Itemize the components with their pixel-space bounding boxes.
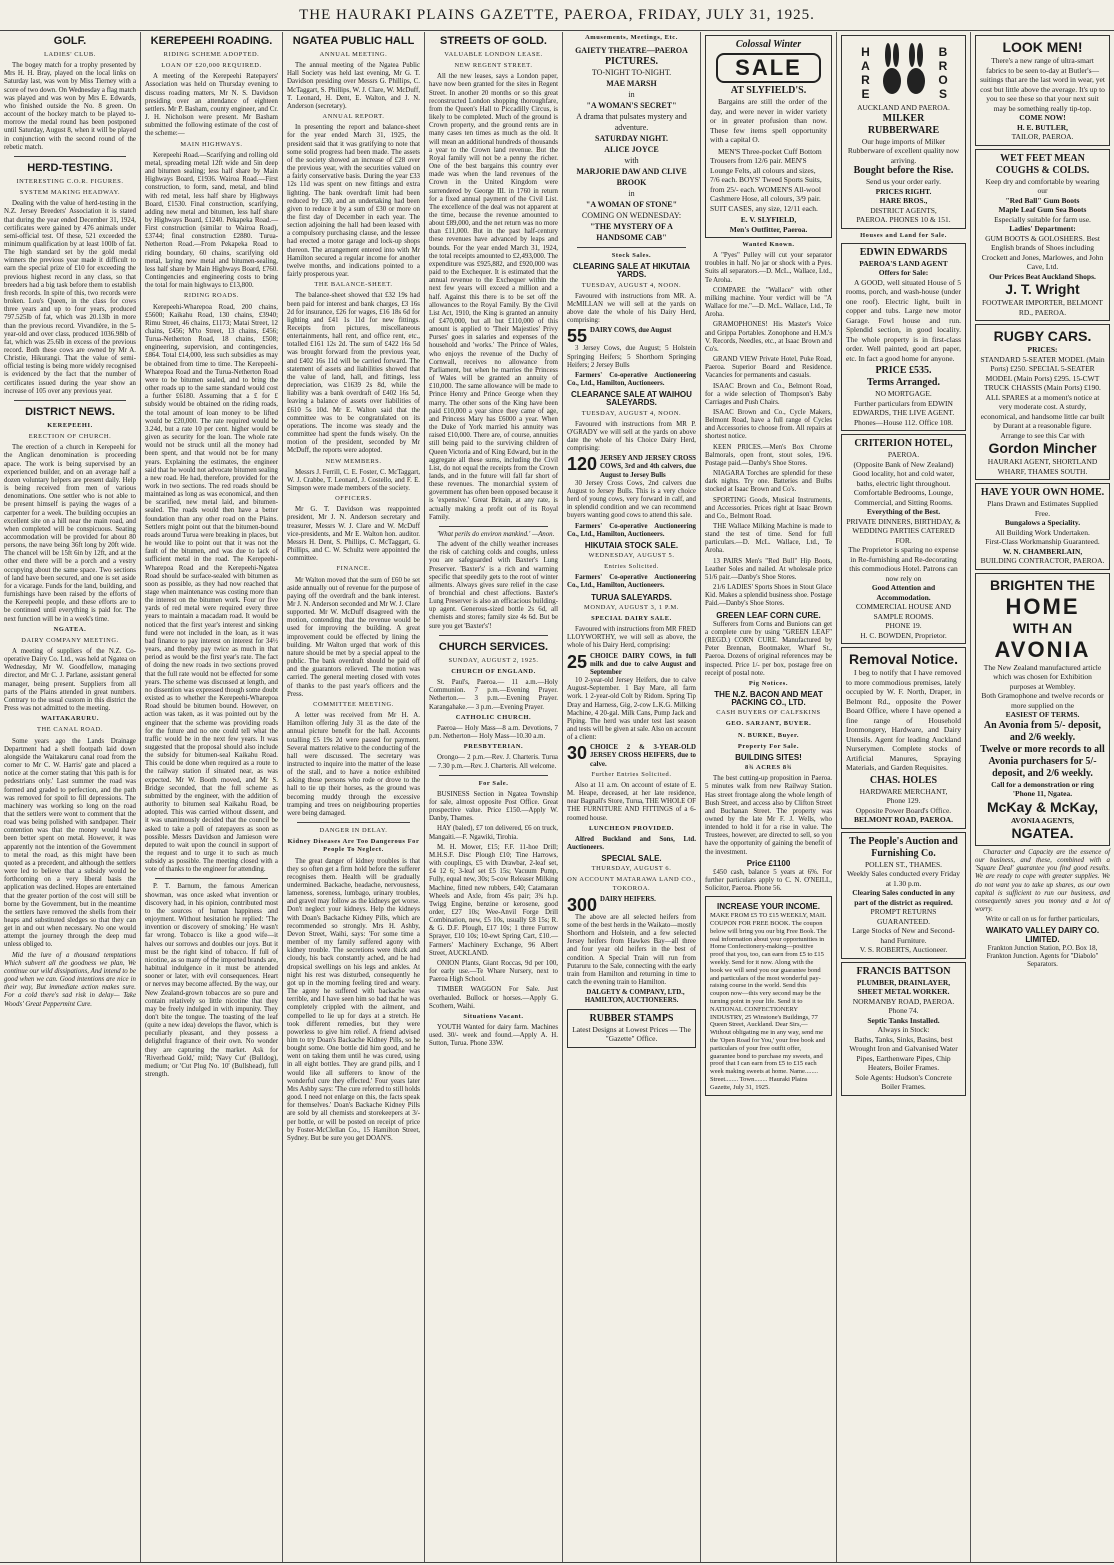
wanted-ad: A "Pyes" Pulley will cut your separator troubles in half. No jar or shock with a Pyes. Suits all separators.—D. McL., Wallace, Ltd., Te Aroha.	[705, 252, 832, 284]
hare-logo	[846, 41, 961, 101]
golf-subheading: LADIES' CLUB.	[44, 51, 96, 58]
roading-intro: A meeting of the Kerepeehi Ratepayers' Association was held on Thursday evening to discuss roading matters, Mr N. S. Davidson presiding over an attendance of eighteen settlers. Mr P. Basham, county engineer, and Cr. J. H. Nicholson were present. Mr Basham submitted the following estimate of the cost of the scheme:—	[145, 73, 278, 138]
lot-text: JERSEY AND JERSEY CROSS COWS, 3rd and 4th calvers, due August to Jersey Bulls	[600, 455, 696, 479]
classified-ad: ONION Plants, Giant Roccas, 9d per 100, for early use.—Te Whare Nursery, next to Paeroa High School.	[429, 959, 558, 984]
milker-title: MILKER RUBBERWARE	[867, 112, 940, 136]
auctioneer: DALGETY & COMPANY, LTD., HAMILTON, AUCTIONEERS.	[584, 989, 685, 1005]
roading-subheading: RIDING SCHEME ADOPTED.	[163, 51, 260, 58]
church-subheading: ERECTION OF CHURCH.	[28, 433, 112, 441]
sale-text: 10 2-year-old Jersey Heifers, due to calve August-September. 1 Bay Mare, all farm work. 1 2-year-old Colt by Ridom. Spring Tip Dray and Harness, Gig, 2-cow L.K.G. Milking Machine, 4 20-gal. Milk Cans, Pump Jack and Piping. The herd was under test last season and tests will be given at sale. Also on account of a client:	[567, 677, 696, 742]
wanted-ad: KEEN PRICES.—Men's Box Chrome Balmorals, open front, stout soles, 19/6. Postage paid.—Danby's Shoe Stores.	[705, 443, 832, 467]
auction-advert	[841, 832, 966, 959]
district-news-heading: DISTRICT NEWS.	[25, 405, 115, 418]
deposit-label: An Avonia from 5/- deposit, and 2/6 weekly.	[983, 719, 1102, 743]
sale-text: Favoured with instructions from MR P. O'GRADY we will sell at the yards on above date the whole of his Choice Dairy Herd, comprising:	[567, 420, 696, 453]
criterion-bowden: H. C. BOWDEN, Proprietor.	[860, 630, 947, 640]
coe-times: St. Paul's, Paeroa.— 11 a.m.—Holy Communion. 7 p.m.—Evening Prayer. Netherton.— 3 p.m.—Evening Prayer. Karangahake.— 3 p.m.—Evening Prayer.	[429, 679, 558, 711]
sale-list: 3 Jersey Cows, due August; 5 Holstein Springing Heifers; 5 Shorthorn Springing Heifers; 2 Jersey Bulls	[567, 345, 696, 369]
column-3	[282, 32, 424, 1562]
battson-address: NORMANBY ROAD, PAEROA.	[852, 996, 955, 1006]
baxters-advert: The advent of the chilly weather increases the risk of catching colds and coughs, unless you are safeguarded with Baxter's Lung Preserver. 'Baxter's' is a rich and warming specific that speedily gets to the root of winter ailments. Always gives sure relief in the case of bronchial and chest affections. Baxter's Lung Preserver is also an efficacious building-up agent. Generous-sized bottle 2s 6d, all chemists and stores; family size 4s 6d. But be sure you get 'Baxter's'!	[429, 541, 558, 630]
prices-right: PRICES RIGHT.	[875, 186, 932, 196]
classified-ad: TIMBER WAGGON For Sale. Just overhauled. Bullock or horses.—Apply G. Scothern, Waihi.	[429, 986, 558, 1010]
slyfield-items: MEN'S Three-pocket Cuff Bottom Trousers from 12/6 pair. MEN'S Lounge Felts, all colours and sizes, 7/6 each. BOYS' Tweed Sports Suits, from 25/- each. WOMEN'S All-wool Cashmere Hose, all colours, 3/9 pair. SUIT CASES, any size, 12/11 each.	[710, 146, 822, 213]
avonia-agents: AVONIA AGENTS,	[1010, 815, 1075, 825]
church-date: SUNDAY, AUGUST 2, 1925.	[448, 656, 539, 664]
canal-subheading: THE CANAL ROAD.	[36, 726, 104, 734]
golf-heading: GOLF.	[53, 35, 87, 47]
criterion-best: Everything of the Best.	[866, 507, 941, 517]
rugby-advert	[975, 324, 1110, 480]
price-text: £450 cash, balance 5 years at 6%. For further particulars apply to C. N. O'NEILL, Solicitor, Paeroa. Phone 56.	[705, 868, 832, 893]
criterion-attention: Good Attention and Accommodation.	[871, 583, 936, 602]
members-subheading: NEW MEMBERS.	[325, 457, 382, 465]
wright-name: J. T. Wright	[1005, 281, 1080, 297]
sale-title: TURUA SALEYARDS.	[591, 592, 672, 602]
lot-text: DAIRY HEIFERS.	[600, 895, 656, 903]
divider	[439, 635, 548, 636]
criterion-text: Good locality, hot and cold water, baths, electric light throughout. Comfortable Bedrooms, Lounge, Commercial, and Sitting Rooms.	[852, 469, 955, 507]
coming-label: COMING ON WEDNESDAY:	[581, 211, 682, 221]
avonia-advert	[975, 573, 1110, 847]
sale-lot	[567, 327, 696, 345]
wanted-ad: GRAND VIEW Private Hotel, Puke Road, Paeroa. Superior Board and Residence. Vacancies for permanents and casuals.	[705, 356, 832, 380]
battson-advert	[841, 962, 966, 1096]
prices-label: PRICES:	[1027, 345, 1058, 354]
column-7	[836, 32, 970, 1562]
rugby-title: RUGBY CARS.	[993, 328, 1092, 344]
kidney-heading: Kidney Diseases Are Too Dangerous For People To Neglect.	[287, 838, 420, 854]
auctioneer: Alfred Buckland and Sons, Ltd. Auctioneers.	[567, 835, 696, 851]
report-subheading: ANNUAL REPORT.	[322, 113, 385, 121]
column-4	[424, 32, 562, 1562]
page-columns	[0, 32, 1114, 1562]
officers-text: Mr G. T. Davidson was reappointed president, Mr J. N. Anderson secretary and treasurer, Messrs W. J. Clare and W. McDuff vice-presidents, and Mr E. Walton hon. auditor. Messrs H. Dent, S. Phillips, C. McTaggart, G. Phillips, and C. W. Schultz were appointed the committee.	[287, 506, 420, 563]
streets-heading: STREETS OF GOLD.	[440, 35, 547, 47]
herd-article: Dealing with the value of herd-testing in the N.Z. Jersey Breeders' Association it is stated that during the year ended December 31, 1924, certificates were gained by 476 animals under semi-official test. Of these, 521 exceeded the minimum qualification by at least 100lb of fat. The high standard set by the gold medal winners the previous year made it difficult to earn the special prize of £10 for exceeding the previous highest record in any class, so that breeders had a big task before them to establish fresh records. In spite of this, two records were broken. Lou's Queen, in the class for cows three years and up to four years, produced 797.525lb of fat, which was 20.13lb in more than the previous record. Vivandière, in the 5-year-old and over class, produced 1036.98lb of fat, which was 25.6lb in excess of the previous record. Both these cows are owned by Mr A. Christie, Hikurangi. That the value of semi-official testing is being more widely recognised is evidenced by the fact that the number of certificates issued during the year show an increase of 105 over any previous year.	[4, 200, 136, 395]
home-label: HOME	[1005, 593, 1080, 619]
report-text: In presenting the report and balance-sheet for the year ended March 31, 1925, the president said that it was gratifying to note that some solid progress had been made. The assets of the society showed an increase of £28 over the previous year, with the securities valued on a fairly conservative basis. During the year £33 12s 11d was spent on new fittings and extra lighting. The bank overdraft limit had been reduced by £30, and an undertaking had been given to reduce it by a sum of £30 or more on the first day of December in each year. The section adjoining the hall had been leased with a compulsory purchasing clause, and the lessee had erected a motor garage and lock-up shops thereon. The arrangement entered into with Mr Hamilton secured a regular income for another twelve months, and indications pointed to a fairly prosperous year.	[287, 124, 420, 279]
film-description: A drama that pulsates mystery and adventure.	[576, 112, 687, 133]
church-article: The erection of a church in Kerepeehi for the Anglican denomination is proceeding apace. The work is being supervised by an experienced builder, and on an average half a dozen voluntary helpers are present daily. Help is being received from men of various denominations. One settler who is not able to be present himself is paying the wages of a carpenter for a week. The building occupies an excellent site on a hill near the main road, and when completed will be conspicuous. Seating accommodation will be provided for about 80 persons, the nave being 36ft long by 20ft wide. The chancel will be 15ft 6in by 12ft, and at the other end there will be a porch and a vestry occupying about the same space. Two sections of land have been secured, and one is set aside for a vicarage. Funds for the land, building, and furnishings have been raised by the efforts of the Kerepeehi people, and these efforts are to be continued until everything is paid for. The next function will be in a week's time.	[4, 444, 136, 623]
arrange-label: Arrange to see this Car with	[1000, 430, 1085, 440]
call-label: Call for a demonstration or ring 'Phone 11, Ngatea.	[991, 779, 1094, 798]
farm-use: Especially suitable for farm use.	[994, 214, 1091, 224]
income-title: INCREASE YOUR INCOME.	[717, 902, 820, 912]
kerepeehi-subheading: KEREPEEHI.	[47, 421, 93, 429]
lot-number: 55	[567, 326, 588, 347]
sale-date: WEDNESDAY, AUGUST 5.	[588, 552, 675, 559]
twelve-records: Twelve or more records to all Avonia purchasers for 5/- deposit, and 2/6 weekly.	[980, 743, 1105, 779]
sale-text: Favoured with instructions from MR FRED LLOYWORTHY, we will sell as above, the whole of his Dairy Herd, comprising:	[567, 626, 696, 650]
come-now-label: COME NOW!	[1019, 113, 1066, 122]
canal-article: Some years ago the Lands Drainage Department had a shell footpath laid down alongside the Waitakaruru canal road from the corner to Mr C. W. Harris' gate and placed a notice at the corner stating that 'this path is for pedestrians only.' Last summer the road was formed and graded to perfection, and the path was removed for spoil to fill depressions. The machinery was working so long on the road that the settlers were wont to comment that the road was being polished with sandpaper. Their contention was that the money would have been better spent on metal. However, it was apparently not the intention of the Government to metal the road, as this might have been quoted as a precedent, and although the settlers were led to believe that a subsidy would be forthcoming on a very liberal basis the application was declined. Hopes are entertained that the greater portion of the cost will still be borne by the Government, but in the meantime the settlers have removed the shells from their heaps and substituted sledges so that they can get in and out when necessary. No one would attempt the journey through the deep mud unless obliged to.	[4, 737, 136, 949]
lot-text: CHOICE DAIRY COWS, in full milk and due to calve August and September	[590, 652, 696, 676]
order-label: Send us your order early.	[865, 177, 942, 186]
in-label: in	[628, 90, 635, 100]
sale-text: 30 Jersey Cross Cows, 2nd calvers due August to Jersey Bulls. This is a very choice herd of young cows, very forward in calf, and in splendid condition and we can recommend buyers wanting good cows to attend this sale.	[567, 479, 696, 520]
criterion-proprietor: The Proprietor is sparing no expense in Re-furnishing and Re-decorating this commodious Hotel. Patrons can now rely on	[848, 545, 959, 583]
herd-subheading: INTERESTING C.O.R. FIGURES.	[16, 177, 124, 185]
mckay-name: McKay & McKay,	[986, 798, 1098, 815]
slyfield-name: E. V. SLYFIELD,	[740, 215, 797, 224]
butler-advert	[975, 35, 1110, 146]
divider	[14, 400, 126, 401]
theatre-name: GAIETY THEATRE—PAEROA	[575, 46, 688, 56]
beat-auckland: Our Prices Beat Auckland Shops.	[989, 271, 1096, 281]
herd-heading: HERD-TESTING.	[27, 161, 113, 174]
committee-text: A letter was received from Mr H. A. Hamilton offering July 31 as the date of the annual picture benefit for the hall. Accounts totalling £5 19s 2d were passed for payment. Several matters relative to the conducting of the hall were discussed. The secretary was instructed to inquire into the matter of the lease of the stall, and to have a notice exhibited asking those persons who rode or drove to the hall to tie up their horses, as the ground was becoming muddy through the excessive tramping and trees on neighbouring properties were being damaged.	[287, 712, 420, 817]
first-class: First-Class Workmanship Guaranteed.	[985, 537, 1100, 546]
peppermint-poem: Mid the lure of a thousand temptations Which subvert all the goodness we plan, We continue our wild dissipations, And intend to be good when we can. Good intentions are nice in their way, But immediate action makes sure. For a cold there's sad risk in delay— Take Woods' Great Peppermint Cure.	[4, 951, 136, 1008]
sale-text: Favoured with instructions from MR. A. McMILLAN we will sell at the yards on above date the whole of his Dairy Herd, comprising:	[567, 292, 696, 325]
easiest-terms: EASIEST OF TERMS.	[1005, 710, 1080, 719]
slyfield-label: AT SLYFIELD'S.	[730, 85, 807, 96]
divider	[439, 526, 548, 527]
star-name: MAE MARSH	[606, 79, 657, 89]
bungalows-label: Bungalows a Speciality.	[1004, 518, 1081, 527]
barnum-article: P. T. Barnum, the famous American showman, was once asked what invention or discovery had, in his opinion, contributed most to the sources of human happiness and enjoyment. Without hesitation he replied: 'The invention or discovery of smoking.' He wasn't far wrong. Tobacco is like a good wife—it halves our sorrows and doubles our joys. But it must be the right kind of tobacco. If full of nicotine, as so many of the imported brands are, habitual indulgence in it must be attended sooner or later, with evil consequences. Heart or nerves may become affected. By the way, our New Zealand-grown tobaccos are so pure and contain relatively so little nicotine that they may be freely indulged in with impunity. They don't bite the tongue. The toasting of the leaf (quite a new idea) develops the flavor, which is peculiarly pleasant, and they possess a delightful fragrance of their own. No wonder they are capturing the market. Ask for 'Riverhead Gold,' mild; 'Navy Cut' (Bulldog), medium; or 'Cut Plug No. 10' (Bullshead), full strength.	[145, 883, 278, 1079]
sale-lot	[567, 744, 696, 768]
situations-ad: YOUTH Wanted for dairy farm. Machines used. 30/- week and found.—Apply A. H. Sutton, Turua. Phone 33W.	[429, 1024, 558, 1048]
criterion-place: PAEROA.	[887, 450, 920, 460]
situations-subheading: Situations Vacant.	[463, 1012, 524, 1020]
milker-text: Our huge imports of Milker Rubberware of excellent quality now arriving.	[847, 136, 960, 165]
column-5	[562, 32, 700, 1562]
presbyterian-times: Orongo— 2 p.m.—Rev. J. Charteris. Turua— 7.30 p.m.—Rev. J. Charteris. All welcome.	[429, 754, 558, 770]
rubber-stamps-title: RUBBER STAMPS	[589, 1012, 674, 1024]
look-men-title: LOOK MEN!	[1002, 39, 1083, 55]
waikato-address: Frankton Junction Station, P.O. Box 18, Frankton Junction. Agents for "Diabolo" Separators.	[986, 944, 1099, 969]
avonia-text: The New Zealand manufactured article which was chosen for Exhibition purposes at Wembley.	[983, 662, 1102, 691]
column-6	[700, 32, 836, 1562]
lot-number: 120	[567, 454, 598, 475]
auction-stocks: Large Stocks of New and Second-hand Furniture.	[852, 926, 955, 945]
with-an-label: WITH AN	[1012, 619, 1073, 636]
film-title: "THE MYSTERY OF A HANDSOME CAB"	[590, 222, 673, 243]
roading-heading: KEREPEEHI ROADING.	[150, 35, 273, 47]
tonight-label: TO-NIGHT TO-NIGHT.	[591, 68, 672, 78]
auctioneer: Farmers' Co-operative Auctioneering Co., Ltd., Hamilton, Auctioneers.	[567, 574, 696, 590]
catholic-subheading: CATHOLIC CHURCH.	[455, 713, 532, 721]
wright-advert	[975, 149, 1110, 322]
regent-subheading: NEW REGENT STREET.	[454, 62, 533, 70]
riding-roads-text: Kerepeehi-Wharepoa Road, 200 chains, £5600; Kaikahu Road, 130 chains, £3940; Rimu Street, 46 chains, £1173; Matai Street, 12 chains, £456; M'to Street, 13 chains, £456; Turua-Netherton Road, 18 chains, £508; engineering, supervision, and contingencies, £864. Total £14,000, less such subsidies as may be obtained from time to time. The Kerepeehi-Wharepoa Road and the Turua-Netherton Road were to be bitumen sealed, and to bring the other roads up to the same standard would cost a further £6180. Assuming that a £ for £ subsidy would be obtained on the riding roads, the total amount of loan money to be lifted would be £20,000. The rate required would be 3.24d, but a rate 10 per cent. higher would be given as security for the loan. The whole rate would not be struck until all the money had been spent, and that would not be for many years. Explaining the estimates, the engineer said that he would not advocate bitumen sealing a new road. He had, therefore, provided for the work in two sections. The red roads should be maintained as long as was economical, and then be scarified, new metal laid, and bitumen-sealed. The roads would then have a better foundation than any other road on the Plains. Settlers might point out that the bitumen-bound roads around Turua were breaking in places, but he would like to point out that it was not the fault of the bitumen, and was due to lack of sufficient metal in the road. The Kerepeehi-Wharepoa Road and the Kerepeehi-Ngatea Road should be surface-sealed with bitumen as soon as possible, as they had now reached that stage when maintenance was costing more than the interest on the bitumen work. Four or five yards of red metal were required every three years to maintain a macadam road. It would be noticed that the first year's interest and sinking fund were not included in the loan, as it was bad finance to pay interest on interest for 34½ years, and thereby pay twice as much in that period as would be the first year's rate. The fact of doing the new roads in two sections proved that the full rate would not be effected for some years. The scheme was discussed at length, and no dissention was expressed though some doubt existed as to whether the Kerepeehi-Wharepoa Road should be bitumen bound. However, on action was taken, as it was pointed out by the engineer that the scheme was providing roads for the future and no one could tell what the traffic would be in the next few years. It was suggested that the proposal should also include the subsidy for bitumen-seal Kaikahu Road. This could be done when required as a route to the railway station if situated near, as was expected. Mr W. Booth moved, and Mr S. Bridge seconded, that the full scheme as submitted by the engineer, with the addition of authority to bitumen seal Kaikahu Road, be adopted. This was carried without dissent, and it was unanimously decided that the council be asked to take a poll of ratepayers as soon as possible. Messrs Davidson and Jamieson were deputed to wait upon the council in support of the request and to urge it to such as much subsidy as possible. The meeting closed with a vote of thanks to the engineer for attending.	[145, 303, 278, 874]
mortgage-label: NO MORTGAGE.	[875, 389, 932, 399]
classified-ad: HAY (baled), £7 ton delivered, £6 on truck, Mangaiti.—F. Ngawiki, Tirohia.	[429, 825, 558, 841]
pictures-label: PICTURES.	[604, 56, 659, 68]
divider	[14, 156, 126, 157]
danger-subheading: DANGER IN DELAY.	[319, 827, 388, 835]
sale-date: MONDAY, AUGUST 3, 1 P.M.	[584, 603, 679, 611]
members-text: Messrs J. Ferrill, C. E. Foster, C. McTaggart, W. J. Crabbe, T. Leonard, J. Costello, and F. E. Simpson were made members of the society.	[287, 468, 420, 492]
star-name: ALICE JOYCE	[604, 145, 659, 155]
column-8	[970, 32, 1114, 1562]
income-advert	[705, 896, 832, 1095]
wanted-ad: SPORTING Goods, Musical Instruments, and Accessories. Prices right at Isaac Brown and Co., Belmont Road.	[705, 496, 832, 520]
divider	[577, 247, 686, 248]
house-price: PRICE £535.	[875, 365, 932, 377]
sale-lot	[567, 896, 696, 914]
pig-notices-subheading: Pig Notices.	[748, 679, 789, 687]
film-title: "A WOMAN'S SECRET"	[586, 101, 677, 111]
ngatea-label: NGATEA.	[1011, 825, 1074, 841]
hare-bros-advert	[841, 35, 966, 229]
sale-lot	[567, 653, 696, 677]
in-label: in	[628, 189, 635, 199]
terms-label: Terms Arranged.	[867, 377, 940, 389]
amusements-subheading: Amusements, Meetings, Etc.	[585, 34, 678, 41]
hare-places: AUCKLAND AND PAEROA.	[857, 103, 950, 112]
kidney-advert: The great danger of kidney troubles is that they so often get a firm hold before the sufferer recognises them. Health will be gradually undermined. Backache, headache, nervousness, lameness, soreness, lumbago, urinary troubles, and gravel may follow as the kidneys get worse. Don't neglect your kidneys. Help the kidneys with Doan's Backache Kidney Pills, which are recommended so strongly. Mrs H. Ashby, Devon Street, Waihi, says: 'For some time a member of my family suffered agony with kidney trouble. The secretions were thick and cloudy, his back constantly ached, and he had dropsical swellings on his legs and ankles. At night his rest was disturbed, consequently he got up in the morning feeling tired and weary. The agony he suffered with backache was terrible, and I have seen him so bad that he was completely crippled with the ailment, and compelled to lie up for days at a stretch. He took different remedies, but they were powerless to give him relief. A friend advised him to try Doan's Backache Kidney Pills, so he bought some. One bottle did him good, and he went on taking them until he was cured, using in all eight bottles. They are grand pills, and I would like all sufferers to know of the wonderful cure they effected.' Four years later Mrs Ashby says: 'The cure referred to still holds good. I need not enlarge on this, the facts speak for themselves.' Doan's Backache Kidney Pills are sold by all chemists and storekeepers at 3/- per bottle, or will be posted on receipt of price by Foster-McClellan Co., 15 Hamilton Street, Sydney. But be sure you get DOAN'S.	[287, 857, 420, 1142]
auction-name: The People's Auction and Furnishing Co.	[849, 835, 958, 859]
wanted-ad: THE Wallace Milking Machine is made to stand the test of time. Send for full particulars.—D. McL. Wallace, Ltd., Te Aroha.	[705, 523, 832, 555]
rise-label: Bought before the Rise.	[853, 165, 954, 176]
sale-title: CLEARING SALE AT HIKUTAIA YARDS.	[572, 262, 691, 280]
sale-title: CLEARANCE SALE AT WAIHOU SALEYARDS.	[571, 390, 692, 408]
holes-advert	[841, 647, 966, 829]
rubber-stamps-sub: Latest Designs at Lowest Prices — The "Gazette" Office.	[572, 1024, 691, 1043]
slyfield-advert	[705, 35, 832, 238]
septic-label: Septic Tanks Installed.	[867, 1015, 940, 1025]
hare-icon	[876, 41, 932, 101]
acres-label: 8¾ ACRES 8¾	[744, 764, 793, 772]
catholic-times: Paeroa— Holy Mass—8 a.m. Devotions, 7 p.m. Netherton— Holy Mass—10.30 a.m.	[429, 724, 558, 741]
avonia-label: AVONIA	[994, 636, 1091, 662]
auctioneer: Farmers' Co-operative Auctioneering Co., Ltd., Hamilton, Auctioneers.	[567, 371, 696, 388]
wanted-subheading: Wanted Known.	[742, 241, 795, 248]
wright-role: FOOTWEAR IMPORTER, BELMONT RD., PAEROA.	[981, 298, 1103, 317]
with-label: with	[624, 156, 639, 166]
edwards-agent: PAEROA'S LAND AGENT	[859, 258, 948, 268]
sale-text: Entries Solicited.	[604, 563, 659, 571]
sale-text: Further Entries Solicited.	[591, 770, 672, 778]
column-1	[0, 32, 140, 1562]
sale-banner: SALE	[716, 53, 821, 83]
butler-name: H. E. BUTLER,	[1016, 122, 1069, 132]
bros-label: BROS	[936, 45, 950, 101]
herd-subheading-2: SYSTEM MAKING HEADWAY.	[19, 189, 121, 197]
price-label: Price £1100	[746, 858, 791, 868]
edwards-further: Further particulars from EDWIN EDWARDS, THE LIVE AGENT. Phones—House 112. Office 108.	[852, 398, 955, 427]
own-home-title: HAVE YOUR OWN HOME.	[980, 487, 1105, 498]
ladies-dept: Ladies' Department:	[1009, 224, 1076, 233]
lot-text: CHOICE 2 & 3-YEAR-OLD JERSEY CROSS HEIFERS, due to calve.	[590, 744, 696, 768]
sarjant: GEO. SARJANT, BUYER.	[725, 720, 812, 728]
perils-quote: 'What perils do environ mankind.' —Anon.	[437, 530, 555, 538]
sale-date: TUESDAY, AUGUST 4, NOON.	[581, 281, 682, 289]
for-sale-subheading: For Sale.	[478, 779, 509, 787]
hall-subheading: ANNUAL MEETING.	[319, 51, 388, 58]
sale-text: Also at 11 a.m. On account of estate of E. M. Heape, deceased, at her late residence, near Bagnall's Store, Turua, THE WHOLE OF THE FURNITURE AND FITTINGS of a 6-roomed house.	[567, 781, 696, 822]
waitakaruru-subheading: WAITAKARURU.	[40, 715, 100, 723]
finance-subheading: FINANCE.	[336, 565, 371, 573]
lease-subheading: VALUABLE LONDON LEASE.	[444, 51, 543, 58]
wanted-ad: COMPARE the "Wallace" with other milking machine. Your verdict will be "A Wallace for me."—D. McL. Wallace, Ltd., Te Aroha.	[705, 286, 832, 319]
brighten-label: BRIGHTEN THE	[990, 576, 1095, 593]
hare-phones: PAEROA. PHONES 10 & 151.	[856, 215, 951, 224]
battson-stock: Baths, Tanks, Sinks, Basins, best Wrought Iron and Galvanised Water Pipes, Earthenware Pipes, Chip Heaters, Boiler Frames.	[849, 1034, 958, 1073]
masthead: THE HAURAKI PLAINS GAZETTE, PAEROA, FRIDAY, JULY 31, 1925.	[0, 0, 1114, 31]
criterion-opposite: (Opposite Bank of New Zealand)	[853, 459, 954, 469]
house-text: A GOOD, well situated House of 5 rooms, porch, and wash-house (under one roof). Electric light, built in copper and tubs. Large new motor Garage. Fowl house and run. Splendid section, in good locality. The whole property is in first-class order. Well painted, good art paper, etc. In fact a good home for anyone.	[846, 277, 961, 363]
auctioneer: Farmers' Co-operative Auctioneering Co., Ltd., Hamilton, Auctioneers.	[567, 522, 696, 538]
wanted-ad: 13 PAIRS Men's "Red Bull" Hip Boots, Leather Soles and nailed. At wholesale price 51/6 pair.—Danby's Shoe Stores.	[705, 557, 832, 581]
star-name: MARJORIE DAW AND CLIVE BROOK	[576, 167, 687, 188]
sale-date: THURSDAY, AUGUST 6.	[591, 865, 672, 873]
maple-leaf: Maple Leaf Gum Sea Boots	[998, 205, 1087, 214]
property-subheading: Property For Sale.	[737, 742, 800, 750]
hare-label: HARE	[858, 45, 873, 101]
calfskins: CASH BUYERS OF CALFSKINS	[716, 709, 821, 717]
sale-text: ON ACCOUNT MATARAWA LAND CO., TOKOROA.	[567, 876, 696, 892]
all-building: All Building Work Undertaken.	[995, 527, 1090, 537]
lot-number: 30	[567, 743, 588, 764]
sale-text: The above are all selected heifers from some of the best herds in the Waikato—mostly Shorthorn and Holstein, and a few selected Jersey heifers from Hawkes Bay—all three and four year old heifers in the best of condition. A Special Train will run from Putaruru to the Sale, connecting with the early train from Hamilton and returning in time to catch the evening train to Hamilton.	[567, 913, 696, 987]
balance-subheading: THE BALANCE-SHEET.	[314, 281, 393, 289]
finance-text: Mr Walton moved that the sum of £60 be set aside annually out of revenue for the purpose of paying off the overdraft and the bank interest. Mr J. N. Anderson seconded and Mr W. J. Clare supported. Mr W. McDuff disagreed with the motion, contending that the revenue would be used for improving the building. A great improvement could be effected by lining the building. Mr Walton urged that work of this nature should be met by a special appeal to the public. The bank overdraft should be paid off and the guarantors relieved. The motion was carried. The general meeting closed with votes of thanks to the past year's officers and the Press.	[287, 576, 420, 698]
criterion-phone: PHONE 19.	[885, 621, 922, 631]
bacon-company: THE N.Z. BACON AND MEAT PACKING CO., LTD.	[714, 689, 823, 708]
wet-feet-title: WET FEET MEAN COUGHS & COLDS.	[995, 152, 1090, 176]
lot-number: 300	[567, 894, 598, 915]
hudson-label: Sole Agents: Hudson's Concrete Boiler Frames.	[855, 1072, 952, 1092]
auction-roberts: V. S. ROBERTS, Auctioneer.	[859, 945, 948, 955]
auction-clearing: Clearing Sales conducted in any part of the district as required.	[852, 888, 955, 907]
dairy-subheading: DAIRY COMPANY MEETING.	[21, 636, 119, 644]
loan-subheading: LOAN OF £20,000 REQUIRED.	[161, 62, 262, 70]
wanted-ad: GRAMOPHONES! His Master's Voice and Grippa Portables. Zonophone and H.M.'s V. Records, Needles, etc., at Isaac Brown and Co's.	[705, 321, 832, 353]
streets-article: All the new leases, says a London paper, have now been granted for the sites in Regent Street. In another 20 months or so this great reconstructed London shopping thoroughfare, from the Queen's Hall to Piccadilly Circus, is likely to be completed. Much of the ground is Crown property, and the ground rents are in many cases ten times as much as the old. It will mean an additional hundreds of thousands a year to the Crown land revenue. But the Royal family will not be a penny the richer. One of the best bargains this country ever made was when the land revenues of the Crown in the United Kingdom were surrendered by George III. in 1760 in return for a fixed annual payment of the Civil List. The excellence of the deal was not apparent at the time, because the revenue amounted to about £89,000, and the net return was no more than £11,000. But in the past half-century these revenues have advanced by leaps and bounds. For the year ended March 31, 1924, the total receipts amounted to £2,493,000. The expenditure was £925,882, and £920,000 was paid to the Exchequer. It is estimated that the annual revenue to the Exchequer within the next few years will exceed a million and a half. Against this there is to be set off the allowances to the Royal Family. By the Civil List Act, 1910, the King is granted an annuity of £470,000, but all but £110,000 of this amount is applied to 'Their Majesties' Privy Purses' goes in salaries and expenses of the household and 'works.' The Prince of Wales, who enjoys the revenue of the Duchy of Cornwall, receives no allowance from Parliament, but when he marries the Princess of Wales will be granted an annuity of £10,000. The same allowance will be made to Prince Henry and Prince George when they marry. The other sons of the King have been paid £10,000 a year since they came of age, and Princess Mary has £6000 a year. When the Duke of York married his annuity was raised £10,000. There are, of course, annuities still being paid to the surviving children of Queen Victoria and of King Edward, but in the aggregate all these sums, including the Civil List, do not equal the receipts from the Crown lands, and in the future will fall far short of these revenues. The monarchial system of government has often been opposed because it is 'expensive.' Great Britain, at any rate, is actually making a profit out of its Royal Family.	[429, 73, 559, 521]
classified-ad: M. H. Mower, £15; F.F. 11-hoe Drill; M.H.S.F. Disc Plough £10; Tine Harrows, with couplings, £5 with Drawbar, 2-leaf set, £4 12 6; 3-leaf set £5 15s; Vacuum Pump, Fully, equal new, 30s; 5-cow Releaser Milking Machine, fitted new rubbers, £40; Catamaran Wheels and Axle, from 45s pair; 3¾ h.p. Twigg Engine, benzine or kerosene, good order, £27 10s; Wee-Anvil Forge Drill Combination, new, £5 10s, usually £8 15s; R. & G. D.F. Plough, £17 10s; 1 three Furrow Sprayer, £10 10s; 10-ewt Spring Cart, £10.—Farmers' Machinery Exchange, 96 Albert Street, AUCKLAND.	[429, 843, 558, 957]
sale-lot	[567, 455, 696, 479]
balance-text: The balance-sheet showed that £32 19s had been paid for interest and bank charges, £3 16s 2d for insurance, £26 for wages, £16 18s 6d for lighting and £41 1s 11d for new fittings. Receipts from pictures, miscellaneous entertainments, hall rent, and office rent, etc., totalled £161 12s 2d. The sum of £422 16s 5d was brought forward from the previous year, and £402 16s 11d will be carried forward. The statement of assets and liabilities showed that the value of land, hall, and fittings, less depreciation, was £1639 2s 8d, while the liability was a bank overdraft of £402 16s 5d, leaving a balance of assets over liabilities of £610 5s 10d. Mr E. Walton said that the committee was to be congratulated on its operations. The income was steady and the committee had spent the funds wisely. On the motion of the president, seconded by Mr McDuff, the reports were adopted.	[287, 292, 420, 455]
saturday-label: SATURDAY NIGHT.	[595, 134, 668, 144]
lot-number: 25	[567, 651, 588, 672]
rugby-text: STANDARD 5-SEATER MODEL (Main Ports) £250. SPECIAL 5-SEATER MODEL (Main Ports) £295. 15-CWT TRUCK CHASSIS (Main Ports) £190. ALL SPARES at a moment's notice at very moderate cost. A sturdy, economical, and handsome little car built by Durant at a reasonable figure.	[980, 354, 1105, 430]
church-services-heading: CHURCH SERVICES.	[438, 640, 549, 653]
presbyterian-subheading: PRESBYTERIAN.	[463, 743, 524, 751]
removal-title: Removal Notice.	[849, 651, 958, 668]
butler-role: TAILOR, PAEROA.	[1011, 132, 1074, 141]
wanted-ad: ISAAC Brown and Co., Cycle Makers, Belmont Road, have a full range of Cycles and Accessories to choose from. All repairs at shortest notice.	[705, 408, 832, 441]
hare-name: HARE BROS.,	[879, 196, 928, 205]
building-sites-title: BUILDING SITES!	[735, 752, 802, 762]
divider	[155, 878, 268, 879]
battson-role: PLUMBER, DRAINLAYER, SHEET METAL WORKER.	[856, 977, 951, 997]
mincher-role: HAURAKI AGENT, SHORTLAND WHARF, THAMES SOUTH.	[987, 457, 1098, 476]
criterion-advert	[841, 434, 966, 644]
plans-label: Plans Drawn and Estimates Supplied Free.	[987, 499, 1098, 518]
sale-title: HIKUTAIA STOCK SALE.	[584, 540, 679, 550]
hall-intro: The annual meeting of the Ngatea Public Hall Society was held last evening, Mr G. T. Davidson presiding over Messrs G. Phillips, C. McTaggart, S. Phillips, W. J. Clare, W. McDuff, T. Leonard, H. Dent, E. Walton, and J. N. Anderson (secretary).	[287, 62, 420, 110]
wanted-ad: ISAAC Brown and Co., Belmont Road, for a wide selection of Thompson's Baby Carriages and Push Chairs.	[705, 382, 832, 406]
holes-role: HARDWARE MERCHANT,	[859, 786, 948, 796]
lot-text: DAIRY COWS, due August	[590, 327, 672, 335]
dairy-article: A meeting of suppliers of the N.Z. Co-operative Dairy Co. Ltd., was held at Ngatea on Wednesday, Mr W. Goodfellow, managing director, and Mr C. J. Parlane, assistant general manager, being present. Suppliers from all parts of the Plains attended in great numbers. Contrary to the usual custom in this district the Press was not admitted to the meeting.	[4, 648, 136, 713]
divider	[439, 775, 548, 776]
mincher-name: Gordon Mincher	[988, 440, 1097, 456]
burke: N. BURKE, Buyer.	[737, 731, 800, 739]
criterion-commercial: COMMERCIAL HOUSE AND SAMPLE ROOMS.	[855, 602, 952, 621]
corn-cure-title: GREEN LEAF CORN CURE.	[716, 610, 821, 620]
edwards-name: EDWIN EDWARDS	[859, 246, 948, 258]
theatre-advert	[567, 45, 696, 243]
battson-phone: Phone 74.	[888, 1006, 919, 1016]
sale-subtitle: SPECIAL DAIRY SALE.	[591, 614, 672, 622]
rubber-stamps-advert	[567, 1009, 696, 1048]
coe-subheading: CHURCH OF ENGLAND.	[451, 667, 536, 675]
houses-subheading: Houses and Land for Sale.	[860, 231, 947, 239]
holes-phone: Phone 129.	[886, 796, 921, 806]
stock-sales-subheading: Stock Sales.	[611, 252, 652, 260]
both-label: Both Gramophone and twelve records or more supplied on the	[981, 691, 1104, 710]
slyfield-role: Men's Outfitter, Paeroa.	[729, 224, 808, 234]
red-ball: "Red Ball" Gum Boots	[1005, 195, 1080, 205]
building-sites-text: The best cutting-up proposition in Paeroa. 5 minutes walk from new Railway Station. Has street frontage along the whole length of Bush Street, and access also by Clifton Street and Buchanan Street. The property was owned by the late Mr F. J. Wells, who intended to hold it for a rise in value. The Trustees, however, are directed to sell, so you have the opportunity of gaining the benefit of the investment.	[705, 775, 832, 856]
holes-name: CHAS. HOLES	[869, 774, 938, 786]
battson-name: FRANCIS BATTSON	[856, 965, 951, 977]
edwards-advert	[841, 243, 966, 432]
waikato-name: WAIKATO VALLEY DAIRY CO. LIMITED.	[985, 926, 1100, 944]
slyfield-intro: Bargains are still the order of the day, and were never in wider variety or in greater profusion than now. These few items spell opportunity with a capital O.	[710, 97, 827, 144]
look-men-text: There's a new range of ultra-smart fabrics to be seen to-day at Butler's—suitings that are the last word in wear, yet cost but little above the average. It's up to you to see these so that your next suit may be something really tip-top.	[980, 56, 1105, 113]
sale-date: TUESDAY, AUGUST 4, NOON.	[581, 409, 682, 417]
criterion-name: CRITERION HOTEL,	[854, 438, 953, 450]
chamberlain-role: BUILDING CONTRACTOR, PAEROA.	[980, 556, 1105, 565]
offers-label: Offers for Sale:	[878, 268, 929, 278]
auction-prompt: PROMPT RETURNS GUARANTEED.	[870, 907, 937, 926]
hall-heading: NGATEA PUBLIC HALL	[292, 35, 415, 47]
golf-article: The bogey match for a trophy presented by Mrs H. H. Bray, played on the local links on Saturday last, was won by Miss Tierney with a score of two down. On Wednesday a flag match was played and was won by Mrs E. Edwards, who finished outside the No. 8 green. On account of the hockey match to be played to-morrow the medal round has been postponed until Saturday, August 8, when it will be played in conjunction with the second round of the rebetic match.	[4, 62, 136, 151]
column-2	[140, 32, 282, 1562]
auction-address: POLLEN ST., THAMES.	[864, 859, 943, 869]
wanted-ad: 21/6 LADIES' Sports Shoes in Stout Glace Kid. Makes a splendid business shoe. Postage Paid.—Danby's Shoe Stores.	[705, 584, 832, 608]
luncheon: LUNCHEON PROVIDED.	[588, 824, 674, 832]
auction-text: Weekly Sales conducted every Friday at 1.30 p.m.	[846, 869, 961, 888]
always-label: Always in Stock:	[877, 1025, 930, 1035]
income-text: MAKE FROM £5 TO £15 WEEKLY, MAIL COUPON FOR FREE BOOK. The coupon below will bring you our big Free Book. The real information about your opportunities in Home Confectionery-making—positive proof that you, too, can earn from £5 to £15 weekly. Send for it now. Along with the book we will send you our guarantee bond and particulars of the most wonderful pay-raising course in the world. Send this coupon now—this very second may be the turning point in your life. Send it to NATIONAL CONFECTIONERY INDUSTRY, 25 Winstone's Buildings, 77 Queen Street, Auckland. Dear Sirs,—Without obligating me in any way, send me the 'Open Road for You,' your free book and particulars of your free outfit offer, guarantee bond to purchase my sweets, and proof that I can earn from £5 to £15 each week making sweets at home. Name........ Street........ Town........ Hauraki Plains Gazette, July 31, 1925.	[710, 912, 827, 1091]
chamberlain-name: W. N. CHAMBERLAIN,	[1002, 546, 1083, 556]
wanted-ad: NIAGARA Torches are splendid for these dark nights. Try one. Batteries and Bulbs stocked at Isaac Brown and Co's.	[705, 470, 832, 494]
keep-dry: Keep dry and comfortable by wearing our	[985, 176, 1100, 195]
film-title: "A WOMAN OF STONE"	[585, 200, 678, 210]
divider	[297, 822, 410, 823]
officers-subheading: OFFICERS.	[335, 495, 372, 503]
ladies-text: GUM BOOTS & GOLOSHERS. Best English brands of Shoes including Crockett and Jones, Marlowes, and John Cave, Ltd.	[981, 233, 1104, 271]
riding-roads-subheading: RIDING ROADS.	[183, 292, 240, 300]
waikato-intro: Character and Capacity are the essence of our business, and these, combined with a 'Square Deal' guarantee you find good results. We are ready to cope with greater supplies. We do not want you to take up shares, as our own capital is sufficient to run our business, and consequently saves you money and a lot of worry.	[975, 849, 1110, 914]
holes-opposite: Opposite Power Board's Office.	[855, 805, 952, 815]
page-bottom-rule	[0, 1562, 1114, 1563]
criterion-dinners: PRIVATE DINNERS, BIRTHDAY, & WEDDING PARTIES CATERED FOR.	[846, 516, 961, 545]
chamberlain-advert	[975, 483, 1110, 570]
sale-top-label: Colossal Winter	[735, 39, 802, 50]
district-agents: DISTRICT AGENTS,	[870, 205, 937, 215]
waikato-write: Write or call on us for further particulars,	[985, 916, 1100, 924]
committee-subheading: COMMITTEE MEETING.	[313, 700, 394, 708]
corn-cure-text: Sufferers from Corns and Bunions can get a complete cure by using "GREEN LEAF" (REGD.) CORN CURE. Manufactured by Peter Brennan, Bootmaker, Wharf St., Paeroa. Dozens of original references may be inspected. Price 1/- per box, postage free on receipt of postal note.	[705, 620, 832, 677]
removal-text: I beg to notify that I have removed to more commodious premises, lately occupied by W. F. North, Draper, in Belmont Rd., opposite the Power Board Office, where I have opened a fine range of Household Ironmongery, Hardware, and Dairy Utensils. Agent for leading Auckland Nurserymen. Complete stocks of Artificial Manures, Spraying Materials, and Garden Requisites.	[846, 668, 961, 773]
holes-address: BELMONT ROAD, PAEROA.	[854, 815, 953, 825]
main-highways-subheading: MAIN HIGHWAYS.	[180, 140, 243, 148]
ngatea-subheading: NGATEA.	[53, 625, 87, 633]
main-highways-text: Kerepeehi Road.—Scarifying and rolling old metal, spreading metal 12ft wide and 5in deep and bitumen sealing; less half share by Main Highways Board, £1936. Wairoa Road.—First construction, to form, sand, metal, and blind with red metal, less half share by Highways Board, £1530. Final construction, scarifying, adding new metal and bitumen, less half share by Highways Board, £1240. Pekapeka Road.—First construction (similar to Wairoa Road), £3744; final construction £2880. Turua-Netherton Road.—From Pekapeka Road to riding boundary, 60 chains, scarifying old metal, laying new metal and bitumen-sealing, less half share by Main Highways Board, £760. Contingencies and engineering costs to bring the total for main highways to £13,800.	[145, 151, 278, 290]
classified-ad: BUSINESS Section in Ngatea Township for sale, almost opposite Post Office. Great prospective value. Price £150.—Apply W. Danby, Thames.	[429, 790, 558, 823]
sale-title: SPECIAL SALE.	[601, 854, 662, 864]
